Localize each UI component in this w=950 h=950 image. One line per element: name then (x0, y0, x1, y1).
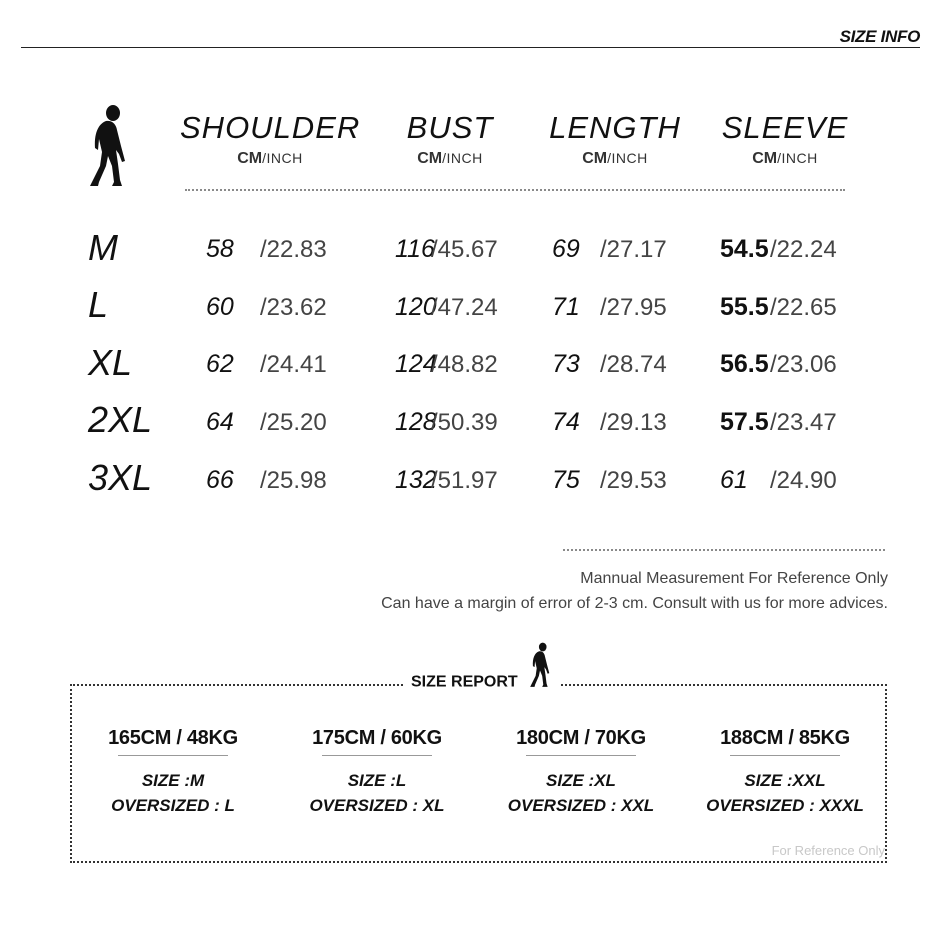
size-label-xl: XL (88, 342, 133, 383)
height-weight: 165CM / 48KG (108, 727, 238, 749)
column-title: BUST (406, 110, 494, 145)
sleeve-inch: /22.65 (770, 294, 837, 321)
column-title: LENGTH (549, 110, 681, 145)
length-inch: /27.17 (600, 236, 667, 263)
column-title: SLEEVE (721, 110, 849, 145)
size-report-title (403, 672, 560, 693)
shoulder-cm: 62 (206, 350, 234, 378)
column-title: SHOULDER (180, 110, 361, 145)
column-header-shoulder (180, 110, 360, 168)
header-dotted-divider (185, 189, 845, 191)
reference-footnote: For Reference Only (771, 843, 885, 858)
length-cm: 73 (552, 350, 580, 378)
report-divider (730, 755, 840, 756)
sleeve-inch: /24.90 (770, 467, 837, 494)
shoulder-inch: /24.41 (260, 351, 327, 378)
sleeve-cm: 54.5 (720, 235, 769, 263)
sleeve-cm: 55.5 (720, 293, 769, 321)
column-unit: CM/INCH (752, 150, 818, 167)
size-info-title: SIZE INFO (839, 27, 920, 46)
length-cm: 74 (552, 408, 580, 436)
length-cm: 69 (552, 235, 580, 263)
human-silhouette-icon (86, 104, 130, 188)
height-weight: 180CM / 70KG (516, 727, 646, 749)
notes-dotted-divider (563, 549, 885, 551)
bust-inch: /47.24 (431, 294, 498, 321)
bust-inch: /48.82 (431, 351, 498, 378)
recommended-size: SIZE :XXL (744, 771, 826, 790)
measurement-note: Mannual Measurement For Reference Only (580, 570, 888, 587)
size-label-m: M (88, 227, 118, 268)
size-label-2xl: 2XL (88, 399, 153, 440)
size-label-3xl: 3XL (88, 457, 153, 498)
shoulder-inch: /25.98 (260, 467, 327, 494)
column-unit: CM/INCH (237, 150, 303, 167)
length-inch: /28.74 (600, 351, 667, 378)
bust-inch: /45.67 (431, 236, 498, 263)
report-item (486, 727, 676, 818)
size-label-l: L (88, 284, 109, 325)
bust-cm: 124 (395, 350, 437, 378)
sleeve-cm: 61 (720, 466, 748, 494)
shoulder-cm: 64 (206, 408, 234, 436)
column-unit: CM/INCH (582, 150, 648, 167)
sleeve-inch: /23.47 (770, 409, 837, 436)
column-unit: CM/INCH (417, 150, 483, 167)
sleeve-cm: 57.5 (720, 408, 769, 436)
bust-cm: 116 (395, 235, 435, 263)
sleeve-inch: /22.24 (770, 236, 837, 263)
report-divider (322, 755, 432, 756)
oversized-size: OVERSIZED : L (111, 796, 235, 815)
bust-cm: 132 (395, 466, 437, 494)
oversized-size: OVERSIZED : XXL (507, 796, 655, 815)
length-cm: 71 (552, 293, 580, 321)
height-weight: 175CM / 60KG (312, 727, 442, 749)
size-report-label: SIZE REPORT (411, 673, 518, 691)
report-item (282, 727, 472, 818)
sleeve-cm: 56.5 (720, 350, 769, 378)
error-margin-note: Can have a margin of error of 2-3 cm. Consult with us for more advices. (381, 595, 888, 612)
recommended-size: SIZE :L (347, 771, 407, 790)
report-divider (526, 755, 636, 756)
shoulder-inch: /23.62 (260, 294, 327, 321)
shoulder-inch: /22.83 (260, 236, 327, 263)
recommended-size: SIZE :M (141, 771, 205, 790)
length-inch: /29.13 (600, 409, 667, 436)
column-header-bust (380, 110, 520, 168)
oversized-size: OVERSIZED : XXXL (706, 796, 864, 815)
shoulder-cm: 66 (206, 466, 234, 494)
report-item (78, 727, 268, 818)
column-header-sleeve (715, 110, 855, 168)
shoulder-cm: 58 (206, 235, 234, 263)
bust-cm: 128 (395, 408, 437, 436)
bust-inch: /50.39 (431, 409, 498, 436)
header-divider (21, 47, 920, 48)
length-inch: /27.95 (600, 294, 667, 321)
oversized-size: OVERSIZED : XL (309, 796, 445, 815)
human-silhouette-icon (528, 642, 552, 693)
report-divider (118, 755, 228, 756)
bust-inch: /51.97 (431, 467, 498, 494)
shoulder-inch: /25.20 (260, 409, 327, 436)
length-inch: /29.53 (600, 467, 667, 494)
sleeve-inch: /23.06 (770, 351, 837, 378)
height-weight: 188CM / 85KG (720, 727, 850, 749)
shoulder-cm: 60 (206, 293, 234, 321)
length-cm: 75 (552, 466, 580, 494)
column-header-length (540, 110, 690, 168)
recommended-size: SIZE :XL (546, 771, 616, 790)
bust-cm: 120 (395, 293, 437, 321)
report-item (690, 727, 880, 818)
